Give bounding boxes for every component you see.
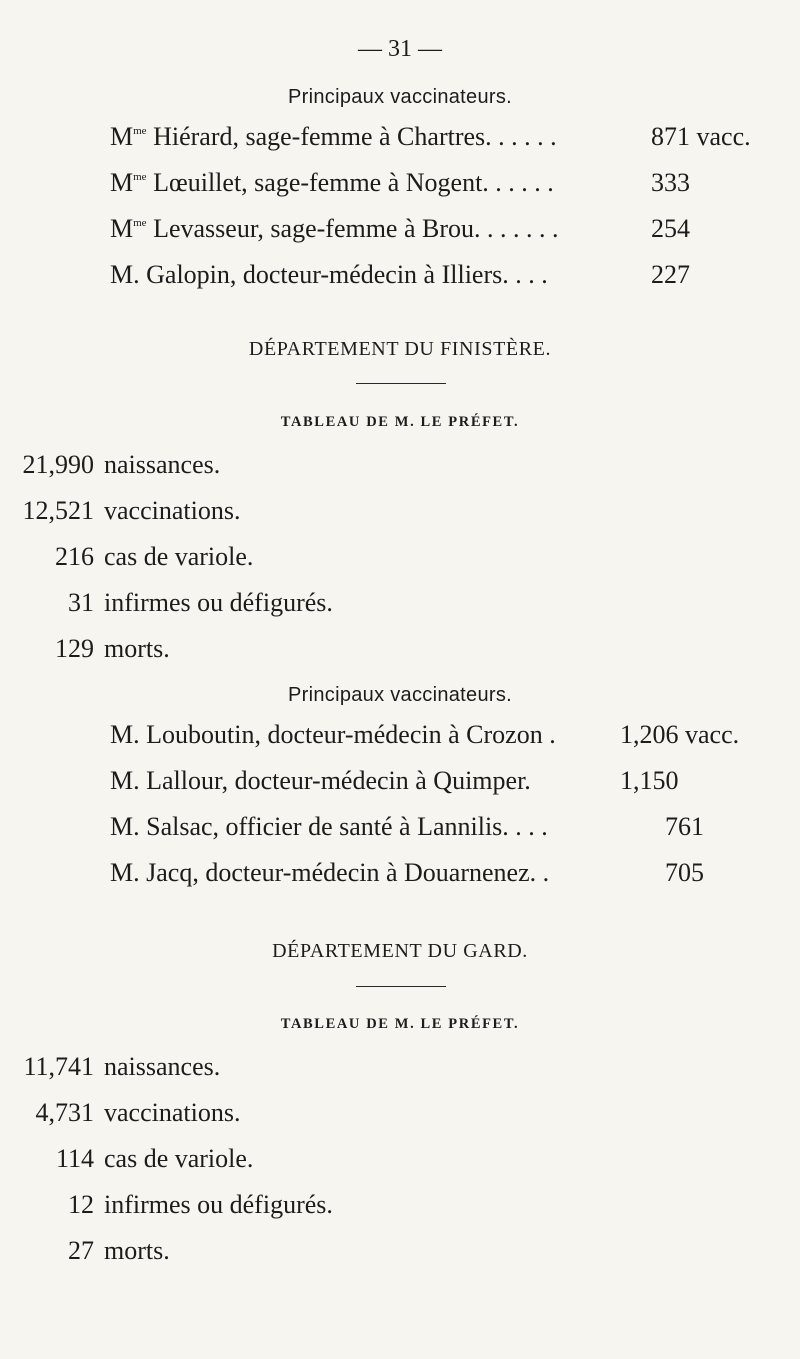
stat-row — [0, 1052, 800, 1086]
stat-value: 12 — [68, 1190, 94, 1219]
vaccination-count: 1,150 — [620, 766, 679, 795]
vaccinator-name: M. Lallour, docteur-médecin à Quimper. — [110, 766, 531, 795]
vaccinator-name: Hiérard, sage-femme à Chartres. . . . . . — [146, 122, 557, 151]
stat-label: naissances. — [104, 1052, 221, 1081]
stat-row — [0, 496, 800, 530]
vaccinator-title: M. — [110, 260, 140, 289]
vaccination-count: 227 — [651, 260, 690, 289]
table-title: TABLEAU DE M. LE PRÉFET. — [280, 414, 520, 430]
table-title: TABLEAU DE M. LE PRÉFET. — [280, 1016, 520, 1032]
vaccinator-name: Lœuillet, sage-femme à Nogent. . . . . . — [146, 168, 554, 197]
vaccination-count: 871 vacc. — [651, 122, 751, 151]
stat-value: 27 — [68, 1236, 94, 1265]
vaccinator-title: M — [110, 122, 134, 151]
vaccinator-title-sup: me — [133, 125, 147, 137]
stat-row — [0, 588, 800, 622]
stat-label: infirmes ou défigurés. — [104, 588, 333, 617]
stat-value: 4,731 — [35, 1098, 94, 1127]
stat-row — [0, 450, 800, 484]
stat-row — [0, 1098, 800, 1132]
divider — [356, 986, 446, 987]
vaccinator-name: Galopin, docteur-médecin à Illiers. . . . — [139, 260, 548, 289]
stat-row — [0, 542, 800, 576]
stat-value: 216 — [55, 542, 94, 571]
stat-label: cas de variole. — [104, 1144, 254, 1173]
stat-row — [0, 1190, 800, 1224]
stat-value: 114 — [55, 1144, 94, 1173]
stat-value: 21,990 — [22, 450, 94, 479]
vaccinator-name: M. Jacq, docteur-médecin à Douarnenez. . — [110, 858, 550, 887]
vaccinator-name: M. Louboutin, docteur-médecin à Crozon . — [110, 720, 556, 749]
stat-value: 129 — [55, 634, 94, 663]
vaccination-count: 705 — [665, 858, 704, 887]
vaccinator-title-sup: me — [133, 171, 147, 183]
department-heading: DÉPARTEMENT DU GARD. — [272, 940, 528, 962]
vaccinator-title: M — [110, 214, 134, 243]
stat-label: naissances. — [104, 450, 221, 479]
stat-label: vaccinations. — [104, 496, 241, 525]
divider — [356, 383, 446, 384]
stat-label: vaccinations. — [104, 1098, 241, 1127]
stat-row — [0, 634, 800, 668]
stat-label: morts. — [104, 634, 170, 663]
vaccination-count: 1,206 vacc. — [620, 720, 740, 749]
vaccinator-title-sup: me — [133, 217, 147, 229]
stat-row — [0, 1236, 800, 1270]
vaccinator-name: M. Salsac, officier de santé à Lannilis. . . . — [110, 812, 548, 841]
stat-row — [0, 1144, 800, 1178]
vaccination-count: 333 — [651, 168, 690, 197]
vaccination-count: 761 — [665, 812, 704, 841]
page-number: — 31 — — [358, 36, 442, 62]
section-subheading: Principaux vaccinateurs. — [288, 684, 512, 706]
stat-value: 12,521 — [22, 496, 94, 525]
stat-label: morts. — [104, 1236, 170, 1265]
stat-value: 31 — [68, 588, 94, 617]
vaccinator-name: Levasseur, sage-femme à Brou. . . . . . . — [146, 214, 559, 243]
section-subheading: Principaux vaccinateurs. — [288, 86, 512, 108]
stat-value: 11,741 — [23, 1052, 94, 1081]
vaccination-count: 254 — [651, 214, 690, 243]
vaccinator-title: M — [110, 168, 134, 197]
department-heading: DÉPARTEMENT DU FINISTÈRE. — [248, 338, 552, 360]
stat-label: cas de variole. — [104, 542, 254, 571]
stat-label: infirmes ou défigurés. — [104, 1190, 333, 1219]
